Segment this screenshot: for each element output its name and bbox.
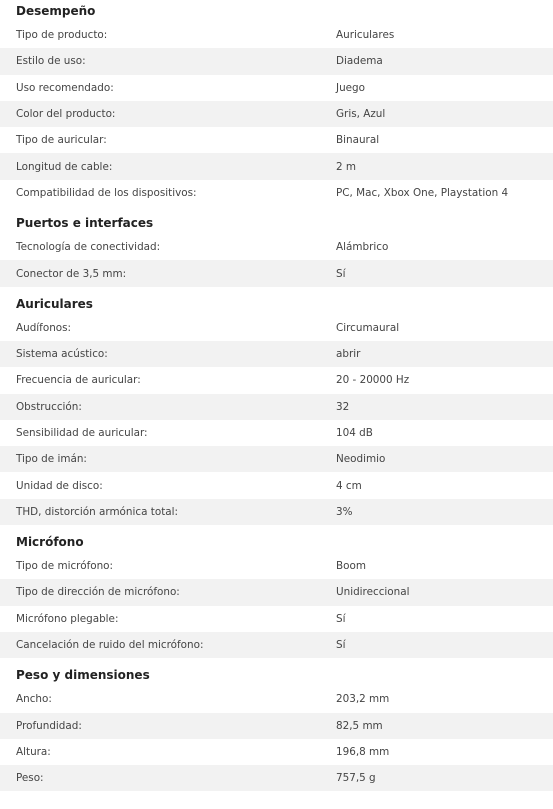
spec-row bbox=[0, 446, 553, 472]
spec-value: Juego bbox=[336, 81, 365, 94]
spec-value: Auriculares bbox=[336, 29, 395, 42]
spec-value: Neodimio bbox=[336, 453, 386, 466]
spec-row bbox=[0, 472, 553, 498]
spec-table bbox=[0, 553, 553, 658]
spec-row bbox=[0, 739, 553, 765]
spec-label: Unidad de disco: bbox=[16, 479, 103, 492]
spec-value: 20 - 20000 Hz bbox=[336, 374, 410, 387]
spec-row bbox=[0, 394, 553, 420]
spec-label: Peso: bbox=[16, 772, 44, 785]
spec-value: 4 cm bbox=[336, 479, 362, 492]
spec-label: Audífonos: bbox=[16, 321, 72, 334]
spec-label: THD, distorción armónica total: bbox=[16, 505, 179, 518]
spec-value: Sí bbox=[336, 639, 346, 652]
spec-row bbox=[0, 632, 553, 658]
spec-row bbox=[0, 48, 553, 74]
spec-label: Altura: bbox=[16, 745, 51, 758]
spec-row bbox=[0, 180, 553, 206]
spec-label: Profundidad: bbox=[16, 719, 82, 732]
spec-table bbox=[0, 686, 553, 791]
spec-row bbox=[0, 765, 553, 791]
spec-label: Tipo de imán: bbox=[16, 453, 87, 466]
spec-value: Alámbrico bbox=[336, 241, 389, 254]
spec-section bbox=[0, 212, 553, 293]
spec-row bbox=[0, 553, 553, 579]
spec-section bbox=[0, 293, 553, 531]
spec-label: Sistema acústico: bbox=[16, 348, 108, 361]
spec-row bbox=[0, 153, 553, 179]
spec-label: Frecuencia de auricular: bbox=[16, 374, 141, 387]
spec-value: 3% bbox=[336, 505, 353, 518]
spec-value: abrir bbox=[336, 348, 361, 361]
spec-row bbox=[0, 22, 553, 48]
spec-value: Sí bbox=[336, 612, 346, 625]
section-title: Micrófono bbox=[16, 535, 84, 550]
spec-value: 196,8 mm bbox=[336, 745, 390, 758]
spec-section bbox=[0, 0, 553, 212]
spec-row bbox=[0, 260, 553, 286]
spec-label: Uso recomendado: bbox=[16, 81, 114, 94]
spec-label: Color del producto: bbox=[16, 108, 116, 121]
spec-label: Sensibilidad de auricular: bbox=[16, 427, 148, 439]
spec-value: 82,5 mm bbox=[336, 719, 383, 732]
spec-row bbox=[0, 101, 553, 127]
spec-table bbox=[0, 234, 553, 287]
spec-row bbox=[0, 75, 553, 101]
spec-label: Tipo de producto: bbox=[16, 29, 108, 42]
spec-label: Obstrucción: bbox=[16, 400, 82, 413]
spec-row bbox=[0, 499, 553, 525]
spec-value: 203,2 mm bbox=[336, 693, 390, 706]
spec-value: 104 dB bbox=[336, 427, 373, 439]
spec-value: Diadema bbox=[336, 55, 383, 68]
spec-row bbox=[0, 713, 553, 739]
spec-value: Unidireccional bbox=[336, 586, 410, 599]
spec-value: Boom bbox=[336, 560, 366, 573]
spec-value: 32 bbox=[336, 400, 350, 413]
spec-row bbox=[0, 127, 553, 153]
spec-row bbox=[0, 234, 553, 260]
spec-label: Ancho: bbox=[16, 693, 52, 706]
spec-section bbox=[0, 531, 553, 664]
section-title: Desempeño bbox=[16, 4, 96, 18]
spec-row bbox=[0, 420, 553, 446]
spec-label: Estilo de uso: bbox=[16, 55, 86, 68]
spec-label: Conector de 3,5 mm: bbox=[16, 267, 127, 280]
spec-table bbox=[0, 315, 553, 525]
spec-label: Tipo de micrófono: bbox=[16, 560, 114, 573]
spec-value: PC, Mac, Xbox One, Playstation 4 bbox=[336, 186, 509, 199]
spec-label: Micrófono plegable: bbox=[16, 612, 119, 625]
spec-row bbox=[0, 341, 553, 367]
spec-value: 757,5 g bbox=[336, 772, 376, 785]
spec-row bbox=[0, 606, 553, 632]
spec-row bbox=[0, 367, 553, 393]
section-title: Peso y dimensiones bbox=[16, 668, 150, 683]
spec-value: 2 m bbox=[336, 160, 357, 173]
spec-value: Gris, Azul bbox=[336, 108, 386, 121]
section-title: Puertos e interfaces bbox=[16, 216, 154, 231]
spec-table bbox=[0, 22, 553, 206]
spec-value: Sí bbox=[336, 267, 346, 280]
spec-label: Tipo de auricular: bbox=[16, 134, 107, 147]
spec-label: Tecnología de conectividad: bbox=[16, 241, 161, 254]
spec-label: Tipo de dirección de micrófono: bbox=[16, 586, 180, 599]
spec-row bbox=[0, 579, 553, 605]
section-title: Auriculares bbox=[16, 296, 93, 311]
spec-label: Compatibilidad de los dispositivos: bbox=[16, 186, 197, 199]
spec-label: Longitud de cable: bbox=[16, 160, 113, 173]
spec-label: Cancelación de ruido del micrófono: bbox=[16, 639, 204, 652]
spec-row bbox=[0, 686, 553, 712]
spec-value: Binaural bbox=[336, 134, 380, 147]
spec-value: Circumaural bbox=[336, 321, 400, 334]
spec-section bbox=[0, 664, 553, 791]
spec-row bbox=[0, 315, 553, 341]
